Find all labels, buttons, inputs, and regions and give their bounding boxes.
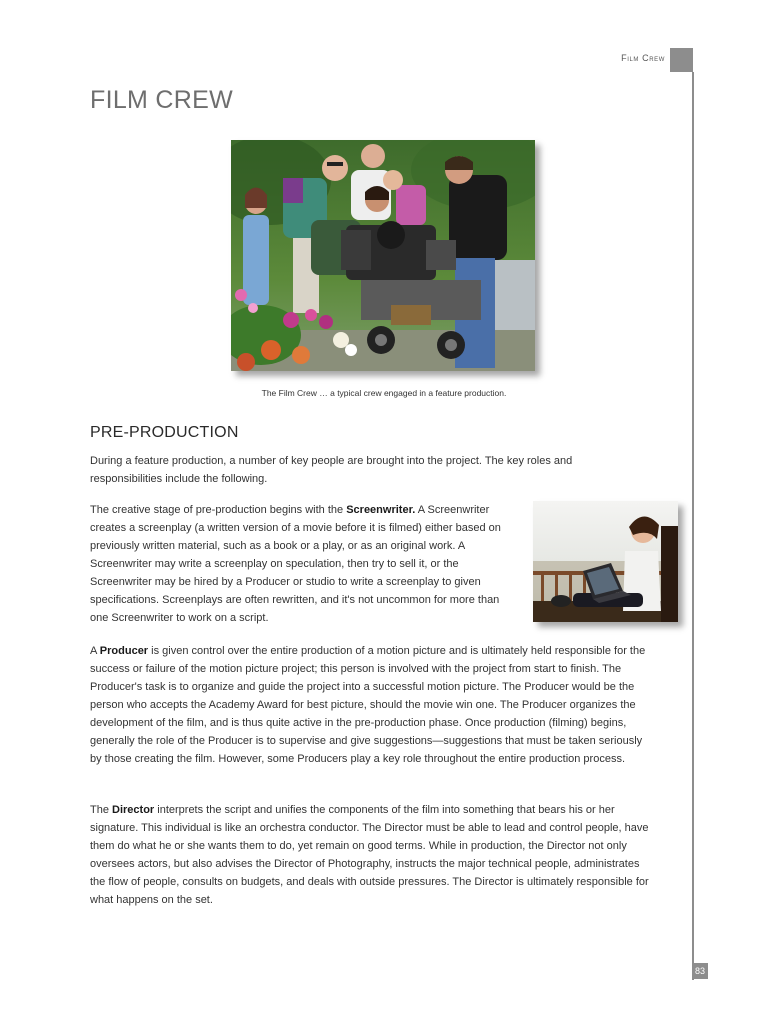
screenwriter-post: A Screenwriter creates a screenplay (a written version of a movie before it is filmed) either based on previously written material, such as a book or a play, or as an original work. A Screenwriter may write a screenplay on speculation, then try to sell it, or the Screenwriter may be hired by a Producer or studio to write a screenplay to given specifications. Screenplays are often rewritten, and it's not uncommon for more than one Screenwriter to work on a script. (90, 504, 501, 624)
film-crew-photo-illustration (231, 140, 535, 371)
screenwriter-photo-illustration (533, 501, 678, 622)
screenwriter-pre: The creative stage of pre-production begins with the (90, 504, 347, 516)
figure-caption: The Film Crew … a typical crew engaged in a feature production. (261, 388, 507, 398)
section-heading: PRE-PRODUCTION (90, 424, 239, 441)
producer-pre: A (90, 645, 100, 657)
director-post: interprets the script and unifies the components of the film into something that bears his or her signature. This individual is like an orchestra conductor. The Director must be able to lead and control people, have them do what he or she wants them to do, yet remain on good terms. While in production, the Director not only oversees actors, but also advises the Director of Photography, instructs the major technical people, administrates the flow of people, consults on budgets, and deals with outside pressures. The Director is ultimately responsible for what happens on the set. (90, 804, 649, 906)
producer-paragraph (90, 642, 652, 768)
screenwriter-paragraph (90, 501, 508, 627)
film-crew-photo (231, 140, 535, 371)
running-header: Film Crew (621, 53, 665, 63)
intro-paragraph: During a feature production, a number of key people are brought into the project. The key roles and responsibilities include the following. (90, 455, 573, 485)
margin-rule (692, 72, 694, 980)
director-paragraph (90, 801, 652, 909)
screenwriter-photo (533, 501, 678, 622)
screenwriter-term: Screenwriter. (346, 504, 416, 516)
page-number: 83 (692, 963, 708, 979)
page-title: FILM CREW (90, 86, 233, 114)
director-term: Director (112, 804, 155, 816)
producer-post: is given control over the entire production of a motion picture and is ultimately held responsible for the success or failure of the motion picture project; this person is involved with the project from start to finish. The Producer's task is to organize and guide the project into a successful motion picture. The Producer would be the person who accepts the Academy Award for best picture, should the movie win one. The Producer organizes the development of the film, and is thus quite active in the pre-production phase. Once production (filming) begins, generally the role of the Producer is to supervise and give suggestions—suggestions that must be taken seriously by those creating the film. However, some Producers play a key role throughout the entire production process. (90, 645, 646, 765)
director-pre: The (90, 804, 113, 816)
header-tab-block (670, 48, 693, 72)
producer-term: Producer (99, 645, 149, 657)
